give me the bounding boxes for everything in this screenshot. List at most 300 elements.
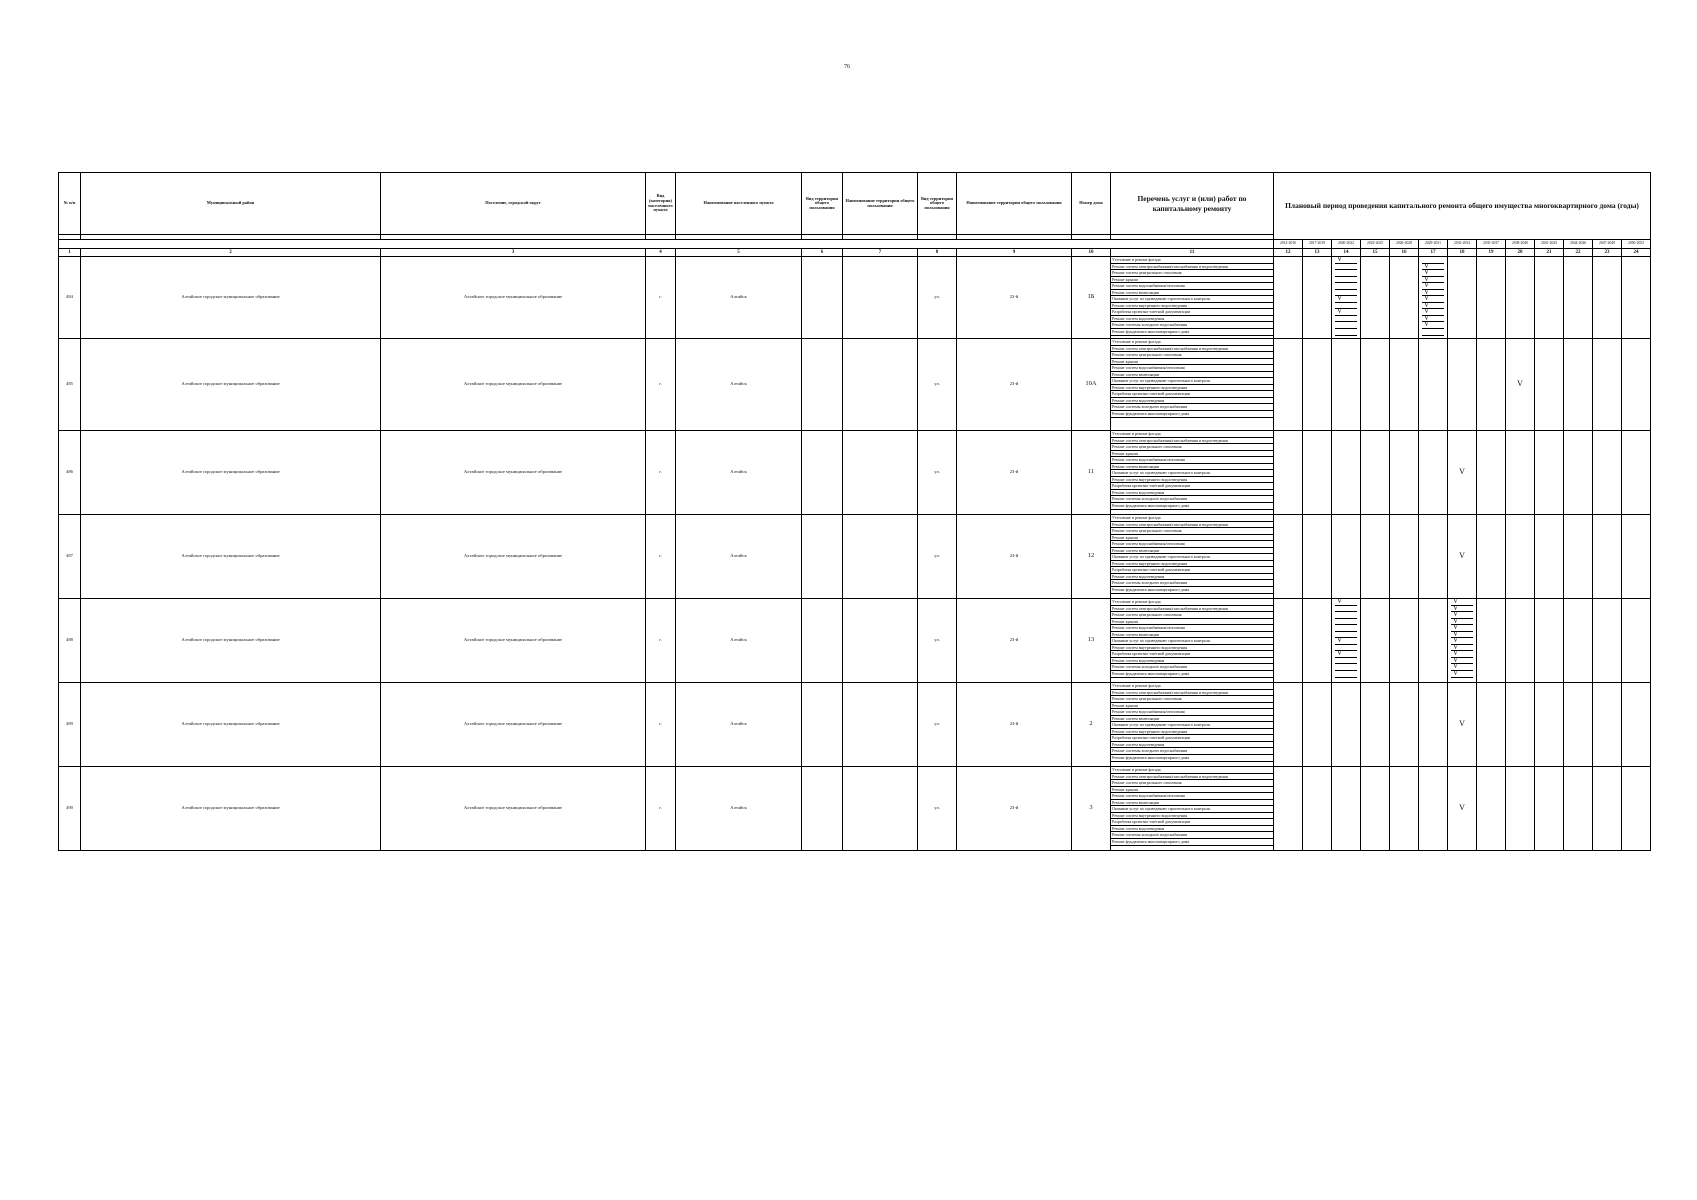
row-number: 490 — [59, 767, 81, 851]
year-cell-20 — [1506, 767, 1535, 851]
year-cell-16 — [1390, 257, 1419, 339]
work-item: Ремонт систем водоснабжения/отопления — [1111, 457, 1273, 464]
street-cell: 23-й — [957, 599, 1072, 683]
year-header: 2044-2046 — [1564, 240, 1593, 249]
settlement-cell: Алтайское городское муниципальное образование — [381, 257, 646, 339]
territory-type-cell — [802, 683, 843, 767]
work-item: Ремонт крыши — [1111, 451, 1273, 458]
district-cell: Алтайское городское муниципальное образование — [81, 683, 381, 767]
repair-mark: V — [1451, 658, 1473, 665]
work-item: Ремонт систем электроснабжения/газоснабжения и водоотведения — [1111, 522, 1273, 529]
district-cell: Алтайское городское муниципальное образование — [81, 767, 381, 851]
year-cell-23 — [1593, 599, 1622, 683]
year-cell-21 — [1535, 515, 1564, 599]
settlement-cell: Алтайское городское муниципальное образование — [381, 339, 646, 431]
year-cell-14 — [1332, 339, 1361, 431]
year-header: 2047-2049 — [1593, 240, 1622, 249]
column-number: 10 — [1072, 249, 1111, 257]
work-item: Ремонт систем центрального отопления — [1111, 780, 1273, 787]
header-territory-type-2: Вид территории общего пользования — [918, 173, 957, 235]
house-number-cell: 2 — [1072, 683, 1111, 767]
year-cell-19 — [1477, 599, 1506, 683]
year-cell-13 — [1303, 257, 1332, 339]
house-number-cell: 3 — [1072, 767, 1111, 851]
settlement-type-cell: г. — [646, 683, 676, 767]
territory-type-cell — [802, 431, 843, 515]
column-number: 7 — [843, 249, 918, 257]
works-list-cell — [1111, 683, 1274, 767]
street-type-cell: ул. — [918, 431, 957, 515]
column-number: 24 — [1622, 249, 1651, 257]
repair-mark: V — [1451, 612, 1473, 619]
table-row — [59, 257, 1651, 339]
work-item: Разработка проектно-сметной документации — [1111, 819, 1273, 826]
work-item: Ремонт систем водоотведения — [1111, 574, 1273, 581]
repair-mark: V — [1451, 671, 1473, 678]
row-number: 486 — [59, 431, 81, 515]
year-cell-16 — [1390, 599, 1419, 683]
locality-cell: Алтайск — [676, 339, 802, 431]
territory-type-cell — [802, 767, 843, 851]
year-cell-14 — [1332, 431, 1361, 515]
work-item: Ремонт систем вентиляции — [1111, 290, 1273, 297]
repair-mark: V — [1422, 303, 1444, 310]
column-number: 5 — [676, 249, 802, 257]
street-type-cell: ул. — [918, 683, 957, 767]
year-cell-12 — [1274, 257, 1303, 339]
year-cell-13 — [1303, 767, 1332, 851]
header-house: Номер дома — [1072, 173, 1111, 235]
territory-name-cell — [843, 515, 918, 599]
table-row — [59, 339, 1651, 431]
year-cell-19 — [1477, 257, 1506, 339]
year-cell-19 — [1477, 431, 1506, 515]
work-item: Ремонт систем электроснабжения/газоснабжения и водоотведения — [1111, 606, 1273, 613]
work-item: Разработка проектно-сметной документации — [1111, 309, 1273, 316]
street-cell: 23-й — [957, 339, 1072, 431]
year-cell-12 — [1274, 431, 1303, 515]
work-item: Разработка проектно-сметной документации — [1111, 735, 1273, 742]
territory-type-cell — [802, 515, 843, 599]
header-settlement: Поселение, городской округ — [381, 173, 646, 235]
repair-mark: V — [1422, 296, 1444, 303]
work-item: Ремонт систем водоотведения — [1111, 742, 1273, 749]
row-number: 489 — [59, 683, 81, 767]
repair-mark: V — [1335, 257, 1357, 264]
works-list-cell — [1111, 339, 1274, 431]
work-item: Ремонт системы холодного водоснабжения — [1111, 322, 1273, 329]
work-item: Оказание услуг по проведению строительного контроля — [1111, 554, 1273, 561]
settlement-type-cell: г. — [646, 339, 676, 431]
repair-mark: V — [1422, 277, 1444, 284]
year-header: 2020-2022 — [1332, 240, 1361, 249]
locality-cell: Алтайск — [676, 431, 802, 515]
header-planned-period: Плановый период проведения капитального ремонта общего имущества многоквартирного дома (годы) — [1274, 173, 1651, 240]
house-number-cell: 11 — [1072, 431, 1111, 515]
year-cell-13 — [1303, 339, 1332, 431]
year-cell-12 — [1274, 767, 1303, 851]
year-cell-20 — [1506, 515, 1535, 599]
column-number: 2 — [81, 249, 381, 257]
column-number: 17 — [1419, 249, 1448, 257]
settlement-cell: Алтайское городское муниципальное образование — [381, 515, 646, 599]
year-cell-20 — [1506, 431, 1535, 515]
year-cell-22 — [1564, 515, 1593, 599]
work-item: Ремонт системы холодного водоснабжения — [1111, 748, 1273, 755]
year-header: 2029-2031 — [1419, 240, 1448, 249]
repair-mark: V — [1451, 645, 1473, 652]
year-cell-19 — [1477, 515, 1506, 599]
repair-mark — [1335, 329, 1357, 336]
year-cell-15 — [1361, 767, 1390, 851]
year-cell-17 — [1419, 257, 1448, 339]
settlement-type-cell: г. — [646, 599, 676, 683]
work-item: Ремонт системы холодного водоснабжения — [1111, 664, 1273, 671]
year-cell-21 — [1535, 683, 1564, 767]
work-item: Оказание услуг по проведению строительного контроля — [1111, 296, 1273, 303]
year-cell-22 — [1564, 683, 1593, 767]
year-cell-18 — [1448, 599, 1477, 683]
work-item: Ремонт системы холодного водоснабжения — [1111, 580, 1273, 587]
work-item: Разработка проектно-сметной документации — [1111, 651, 1273, 658]
repair-mark: V — [1335, 638, 1357, 645]
work-item: Ремонт систем водоотведения — [1111, 658, 1273, 665]
year-cell-21 — [1535, 767, 1564, 851]
year-cell-18 — [1448, 339, 1477, 431]
work-item: Ремонт систем вентиляции — [1111, 372, 1273, 379]
column-number: 22 — [1564, 249, 1593, 257]
work-item: Ремонт систем водоснабжения/отопления — [1111, 283, 1273, 290]
row-number: 484 — [59, 257, 81, 339]
district-cell: Алтайское городское муниципальное образование — [81, 339, 381, 431]
year-cell-19 — [1477, 339, 1506, 431]
year-cell-22 — [1564, 257, 1593, 339]
header-territory-name-2: Наименование территории общего пользования — [957, 173, 1072, 235]
work-item: Ремонт систем внутреннего водоотведения — [1111, 303, 1273, 310]
year-cell-22 — [1564, 767, 1593, 851]
year-header: 2017-2019 — [1303, 240, 1332, 249]
year-cell-24 — [1622, 257, 1651, 339]
year-cell-19 — [1477, 683, 1506, 767]
column-number: 8 — [918, 249, 957, 257]
column-number: 15 — [1361, 249, 1390, 257]
work-item: Ремонт фундамента многоквартирного дома — [1111, 329, 1273, 336]
work-item: Ремонт систем водоотведения — [1111, 316, 1273, 323]
column-number: 9 — [957, 249, 1072, 257]
works-list-cell — [1111, 599, 1274, 683]
repair-mark: V — [1335, 599, 1357, 606]
work-item: Ремонт фундамента многоквартирного дома — [1111, 755, 1273, 762]
work-item: Утепление и ремонт фасада — [1111, 515, 1273, 522]
work-item: Разработка проектно-сметной документации — [1111, 483, 1273, 490]
work-item: Ремонт систем электроснабжения/газоснабжения и водоотведения — [1111, 346, 1273, 353]
street-cell: 23-й — [957, 683, 1072, 767]
header-settlement-type: Вид (категория) населенного пункта — [646, 173, 676, 235]
work-item: Ремонт систем водоснабжения/отопления — [1111, 365, 1273, 372]
territory-type-cell — [802, 599, 843, 683]
year-cell-16 — [1390, 515, 1419, 599]
repair-mark: V — [1451, 632, 1473, 639]
year-cell-24 — [1622, 767, 1651, 851]
year-cell-14 — [1332, 515, 1361, 599]
territory-name-cell — [843, 257, 918, 339]
column-number: 3 — [381, 249, 646, 257]
territory-name-cell — [843, 339, 918, 431]
work-item: Ремонт систем вентиляции — [1111, 800, 1273, 807]
year-cell-22 — [1564, 339, 1593, 431]
year-cell-15 — [1361, 431, 1390, 515]
year-cell-12 — [1274, 599, 1303, 683]
locality-cell: Алтайск — [676, 599, 802, 683]
year-cell-24 — [1622, 683, 1651, 767]
work-item: Ремонт систем электроснабжения/газоснабжения и водоотведения — [1111, 690, 1273, 697]
year-cell-24 — [1622, 599, 1651, 683]
year-cell-12 — [1274, 515, 1303, 599]
house-number-cell: 1Б — [1072, 257, 1111, 339]
settlement-type-cell: г. — [646, 515, 676, 599]
settlement-type-cell: г. — [646, 767, 676, 851]
year-cell-21 — [1535, 431, 1564, 515]
work-item: Ремонт систем центрального отопления — [1111, 528, 1273, 535]
work-item: Разработка проектно-сметной документации — [1111, 567, 1273, 574]
year-cell-23 — [1593, 339, 1622, 431]
work-item: Ремонт систем внутреннего водоотведения — [1111, 561, 1273, 568]
year-cell-24 — [1622, 515, 1651, 599]
work-item: Ремонт систем внутреннего водоотведения — [1111, 729, 1273, 736]
header-territory-name: Наименование территории общего пользования — [843, 173, 918, 235]
year-cell-13 — [1303, 599, 1332, 683]
column-number: 19 — [1477, 249, 1506, 257]
table-row — [59, 767, 1651, 851]
repair-mark — [1422, 329, 1444, 336]
year-cell-13 — [1303, 515, 1332, 599]
year-cell-20 — [1506, 257, 1535, 339]
repair-mark: V — [1451, 651, 1473, 658]
year-cell-15 — [1361, 683, 1390, 767]
repair-mark: V — [1506, 339, 1535, 431]
column-number: 18 — [1448, 249, 1477, 257]
work-item: Ремонт фундамента многоквартирного дома — [1111, 411, 1273, 418]
street-type-cell: ул. — [918, 599, 957, 683]
repair-mark: V — [1422, 316, 1444, 323]
locality-cell: Алтайск — [676, 257, 802, 339]
header-territory-type: Вид территории общего пользования — [802, 173, 843, 235]
repair-mark — [1335, 671, 1357, 678]
column-number: 12 — [1274, 249, 1303, 257]
repair-mark: V — [1448, 767, 1477, 851]
year-cell-14 — [1332, 599, 1361, 683]
year-cell-12 — [1274, 683, 1303, 767]
repair-mark: V — [1451, 606, 1473, 613]
territory-name-cell — [843, 431, 918, 515]
table-row — [59, 515, 1651, 599]
work-item: Ремонт систем водоотведения — [1111, 398, 1273, 405]
repair-mark: V — [1422, 283, 1444, 290]
year-cell-14 — [1332, 683, 1361, 767]
column-number: 13 — [1303, 249, 1332, 257]
column-number: 1 — [59, 249, 81, 257]
settlement-cell: Алтайское городское муниципальное образование — [381, 431, 646, 515]
work-item: Ремонт крыши — [1111, 619, 1273, 626]
repair-mark: V — [1335, 309, 1357, 316]
street-type-cell: ул. — [918, 767, 957, 851]
settlement-type-cell: г. — [646, 257, 676, 339]
column-number: 20 — [1506, 249, 1535, 257]
column-number: 11 — [1111, 249, 1274, 257]
year-cell-21 — [1535, 339, 1564, 431]
repair-mark: V — [1335, 651, 1357, 658]
work-item: Оказание услуг по проведению строительного контроля — [1111, 722, 1273, 729]
work-item: Ремонт крыши — [1111, 277, 1273, 284]
repair-mark: V — [1451, 664, 1473, 671]
street-cell: 23-й — [957, 431, 1072, 515]
work-item: Ремонт систем внутреннего водоотведения — [1111, 477, 1273, 484]
year-header: 2026-2028 — [1390, 240, 1419, 249]
work-item: Утепление и ремонт фасада — [1111, 339, 1273, 346]
work-item: Ремонт систем водоснабжения/отопления — [1111, 541, 1273, 548]
repair-mark: V — [1448, 515, 1477, 599]
year-header: 2032-2034 — [1448, 240, 1477, 249]
row-number: 488 — [59, 599, 81, 683]
year-cell-16 — [1390, 339, 1419, 431]
year-cell-15 — [1361, 599, 1390, 683]
repair-mark: V — [1448, 431, 1477, 515]
column-number: 16 — [1390, 249, 1419, 257]
repair-mark: V — [1451, 638, 1473, 645]
work-item: Ремонт систем внутреннего водоотведения — [1111, 645, 1273, 652]
year-cell-20 — [1506, 683, 1535, 767]
district-cell: Алтайское городское муниципальное образование — [81, 515, 381, 599]
work-item: Ремонт крыши — [1111, 703, 1273, 710]
work-item: Утепление и ремонт фасада — [1111, 599, 1273, 606]
column-number: 4 — [646, 249, 676, 257]
year-cell-16 — [1390, 767, 1419, 851]
year-cell-16 — [1390, 431, 1419, 515]
column-number: 6 — [802, 249, 843, 257]
row-number: 487 — [59, 515, 81, 599]
work-item: Утепление и ремонт фасада — [1111, 257, 1273, 264]
repair-mark: V — [1451, 619, 1473, 626]
header-locality: Наименование населенного пункта — [676, 173, 802, 235]
repair-mark: V — [1422, 264, 1444, 271]
work-item: Ремонт систем водоснабжения/отопления — [1111, 793, 1273, 800]
column-number: 23 — [1593, 249, 1622, 257]
work-item: Ремонт крыши — [1111, 359, 1273, 366]
table-row — [59, 683, 1651, 767]
work-item: Ремонт систем вентиляции — [1111, 716, 1273, 723]
work-item: Ремонт систем центрального отопления — [1111, 612, 1273, 619]
year-cell-23 — [1593, 683, 1622, 767]
header-num: № п/п — [59, 173, 81, 235]
work-item: Утепление и ремонт фасада — [1111, 767, 1273, 774]
year-cell-17 — [1419, 683, 1448, 767]
street-type-cell: ул. — [918, 257, 957, 339]
work-item: Разработка проектно-сметной документации — [1111, 391, 1273, 398]
year-cell-13 — [1303, 431, 1332, 515]
street-cell: 23-й — [957, 767, 1072, 851]
works-list-cell — [1111, 515, 1274, 599]
work-item: Ремонт системы холодного водоснабжения — [1111, 404, 1273, 411]
work-item: Ремонт крыши — [1111, 535, 1273, 542]
territory-name-cell — [843, 767, 918, 851]
work-item: Ремонт систем центрального отопления — [1111, 352, 1273, 359]
territory-type-cell — [802, 339, 843, 431]
year-cell-14 — [1332, 767, 1361, 851]
repair-mark: V — [1451, 599, 1473, 606]
year-header: 2023-2025 — [1361, 240, 1390, 249]
house-number-cell: 13 — [1072, 599, 1111, 683]
house-number-cell: 10А — [1072, 339, 1111, 431]
work-item: Оказание услуг по проведению строительного контроля — [1111, 378, 1273, 385]
work-item: Ремонт фундамента многоквартирного дома — [1111, 503, 1273, 510]
work-item: Ремонт систем электроснабжения/газоснабжения и водоотведения — [1111, 438, 1273, 445]
settlement-cell: Алтайское городское муниципальное образование — [381, 767, 646, 851]
year-cell-15 — [1361, 257, 1390, 339]
works-list-cell — [1111, 431, 1274, 515]
year-cell-15 — [1361, 339, 1390, 431]
works-list-cell — [1111, 257, 1274, 339]
settlement-cell: Алтайское городское муниципальное образование — [381, 683, 646, 767]
work-item: Ремонт систем водоснабжения/отопления — [1111, 625, 1273, 632]
year-cell-17 — [1419, 431, 1448, 515]
work-item: Ремонт фундамента многоквартирного дома — [1111, 587, 1273, 594]
year-cell-24 — [1622, 431, 1651, 515]
works-list-cell — [1111, 767, 1274, 851]
year-cell-17 — [1419, 599, 1448, 683]
year-header: 2014-2016 — [1274, 240, 1303, 249]
work-item: Ремонт систем водоотведения — [1111, 490, 1273, 497]
column-number: 21 — [1535, 249, 1564, 257]
year-cell-22 — [1564, 431, 1593, 515]
year-cell-23 — [1593, 431, 1622, 515]
street-cell: 23-й — [957, 515, 1072, 599]
work-item: Ремонт систем внутреннего водоотведения — [1111, 385, 1273, 392]
repair-mark: V — [1422, 270, 1444, 277]
year-header: 2038-2040 — [1506, 240, 1535, 249]
locality-cell: Алтайск — [676, 515, 802, 599]
table-row — [59, 431, 1651, 515]
year-cell-12 — [1274, 339, 1303, 431]
repair-mark: V — [1335, 296, 1357, 303]
territory-name-cell — [843, 599, 918, 683]
repair-mark: V — [1451, 625, 1473, 632]
year-cell-17 — [1419, 339, 1448, 431]
work-item: Ремонт систем вентиляции — [1111, 632, 1273, 639]
header-works: Перечень услуг и (или) работ по капитальному ремонту — [1111, 173, 1274, 235]
work-item: Оказание услуг по проведению строительного контроля — [1111, 470, 1273, 477]
work-item: Ремонт систем вентиляции — [1111, 464, 1273, 471]
repair-mark: V — [1422, 309, 1444, 316]
settlement-type-cell: г. — [646, 431, 676, 515]
year-cell-13 — [1303, 683, 1332, 767]
work-item: Ремонт систем электроснабжения/газоснабжения и водоотведения — [1111, 774, 1273, 781]
year-cell-21 — [1535, 257, 1564, 339]
repair-mark: V — [1422, 322, 1444, 329]
table-continuation — [58, 842, 1640, 848]
year-cell-23 — [1593, 767, 1622, 851]
work-item: Ремонт фундамента многоквартирного дома — [1111, 671, 1273, 678]
work-item: Оказание услуг по проведению строительного контроля — [1111, 806, 1273, 813]
capital-repair-table — [58, 172, 1651, 851]
work-item: Ремонт систем вентиляции — [1111, 548, 1273, 555]
street-cell: 23-й — [957, 257, 1072, 339]
column-number: 14 — [1332, 249, 1361, 257]
repair-mark: V — [1448, 683, 1477, 767]
work-item: Ремонт систем центрального отопления — [1111, 444, 1273, 451]
house-number-cell: 12 — [1072, 515, 1111, 599]
work-item: Ремонт фундамента многоквартирного дома — [1111, 839, 1273, 846]
district-cell: Алтайское городское муниципальное образование — [81, 599, 381, 683]
